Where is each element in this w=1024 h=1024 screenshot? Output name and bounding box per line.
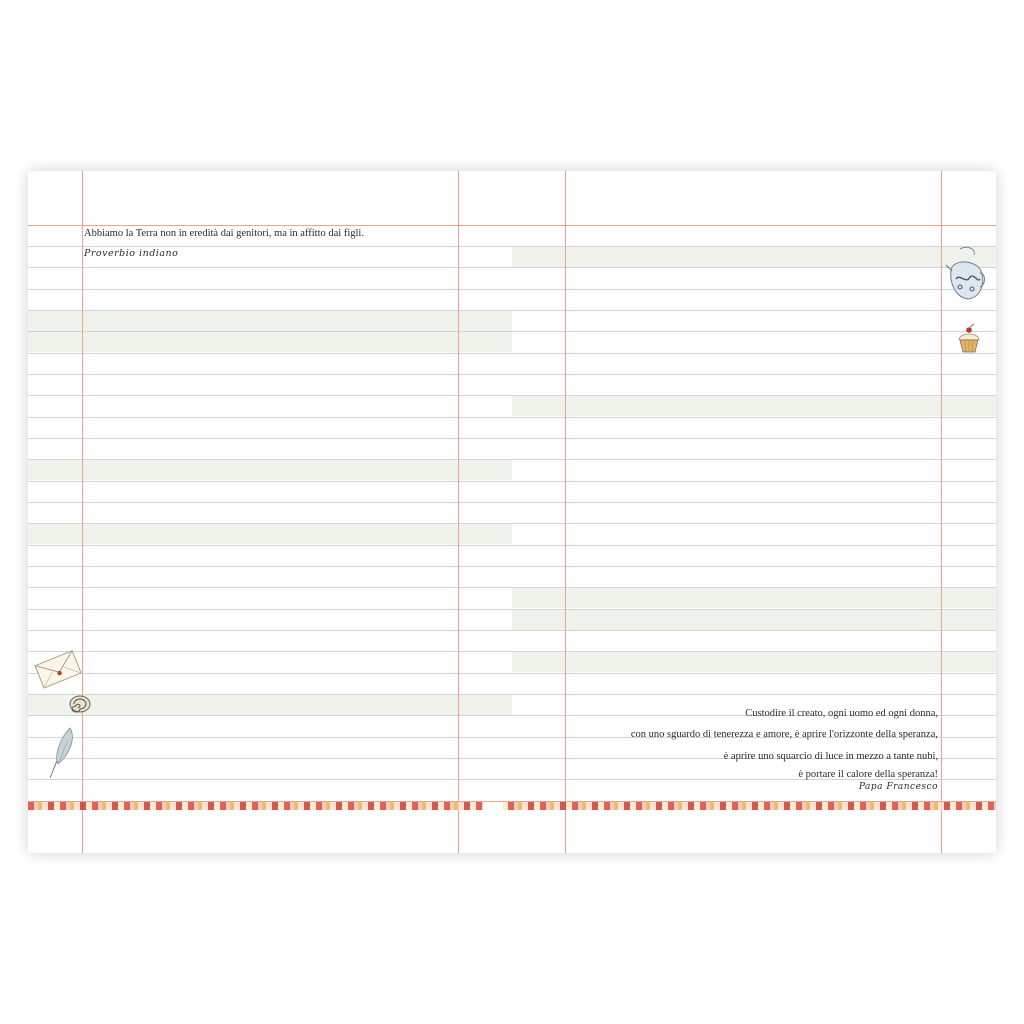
- ruled-line: [28, 417, 512, 418]
- ruled-line: [512, 246, 996, 247]
- ruled-line: [28, 459, 512, 460]
- right-quote-line-3: è aprire uno squarcio di luce in mezzo a tante nubi,: [723, 751, 938, 762]
- ruled-line: [512, 459, 996, 460]
- notebook-spread: [28, 171, 996, 853]
- ruled-line: [512, 395, 996, 396]
- shaded-row: [512, 609, 996, 630]
- ruled-line: [512, 331, 996, 332]
- right-quote-line-1: Custodire il creato, ogni uomo ed ogni donna,: [745, 708, 938, 719]
- header-rule: [512, 225, 996, 226]
- ruled-line: [28, 673, 512, 674]
- ruled-line: [512, 694, 996, 695]
- shaded-row: [512, 651, 996, 672]
- ruled-line: [28, 694, 512, 695]
- teapot-icon: [944, 245, 988, 305]
- ruled-line: [28, 737, 512, 738]
- cupcake-icon: [956, 324, 982, 356]
- ruled-line: [28, 374, 512, 375]
- ruled-line: [28, 481, 512, 482]
- margin-line: [941, 171, 942, 853]
- right-page: [512, 171, 996, 853]
- ruled-line: [512, 417, 996, 418]
- ruled-line: [512, 502, 996, 503]
- shaded-row: [512, 246, 996, 267]
- shaded-row: [512, 587, 996, 608]
- right-quote-line-4: è portare il calore della speranza!: [798, 769, 938, 780]
- ruled-line: [28, 779, 512, 780]
- ruled-line: [512, 630, 996, 631]
- ruled-line: [28, 758, 512, 759]
- margin-line: [82, 171, 83, 853]
- ruled-line: [28, 331, 512, 332]
- ruled-line: [512, 267, 996, 268]
- shaded-row: [28, 459, 512, 480]
- ruled-line: [28, 630, 512, 631]
- ruled-line: [512, 481, 996, 482]
- ruled-line: [512, 289, 996, 290]
- shaded-row: [512, 395, 996, 416]
- ruled-line: [512, 438, 996, 439]
- ruled-line: [512, 673, 996, 674]
- envelope-icon: [30, 648, 88, 690]
- ruled-line: [512, 545, 996, 546]
- shell-icon: [68, 694, 92, 714]
- margin-line: [565, 171, 566, 853]
- ruled-line: [28, 310, 512, 311]
- ruled-line: [28, 545, 512, 546]
- ruled-line: [512, 587, 996, 588]
- ruled-line: [28, 353, 512, 354]
- ruled-line: [28, 502, 512, 503]
- header-rule: [28, 225, 512, 226]
- right-quote-author: Papa Francesco: [858, 782, 938, 792]
- right-quote-line-2: con uno sguardo di tenerezza e amore, è aprire l'orizzonte della speranza,: [630, 729, 938, 740]
- shaded-row: [28, 523, 512, 544]
- ruled-line: [28, 566, 512, 567]
- ruled-line: [512, 566, 996, 567]
- ribbon-gap: [483, 802, 503, 810]
- feather-icon: [46, 724, 76, 780]
- left-quote-author: Proverbio indiano: [84, 248, 179, 259]
- ruled-line: [512, 353, 996, 354]
- ruled-line: [512, 651, 996, 652]
- decorative-ribbon: [28, 802, 996, 810]
- ruled-line: [28, 715, 512, 716]
- margin-line: [458, 171, 459, 853]
- shaded-row: [28, 310, 512, 331]
- shaded-row: [28, 331, 512, 352]
- left-page: [28, 171, 512, 853]
- ruled-line: [28, 609, 512, 610]
- ruled-line: [28, 267, 512, 268]
- ruled-line: [512, 374, 996, 375]
- ruled-line: [28, 523, 512, 524]
- ruled-line: [28, 587, 512, 588]
- ruled-line: [28, 438, 512, 439]
- ruled-line: [512, 310, 996, 311]
- shaded-row: [28, 694, 512, 715]
- ruled-line: [28, 289, 512, 290]
- ruled-line: [28, 395, 512, 396]
- ruled-line: [28, 651, 512, 652]
- ruled-line: [512, 609, 996, 610]
- ruled-line: [28, 246, 512, 247]
- left-quote: Abbiamo la Terra non in eredità dai genitori, ma in affitto dai figli.: [84, 228, 364, 239]
- ruled-line: [512, 523, 996, 524]
